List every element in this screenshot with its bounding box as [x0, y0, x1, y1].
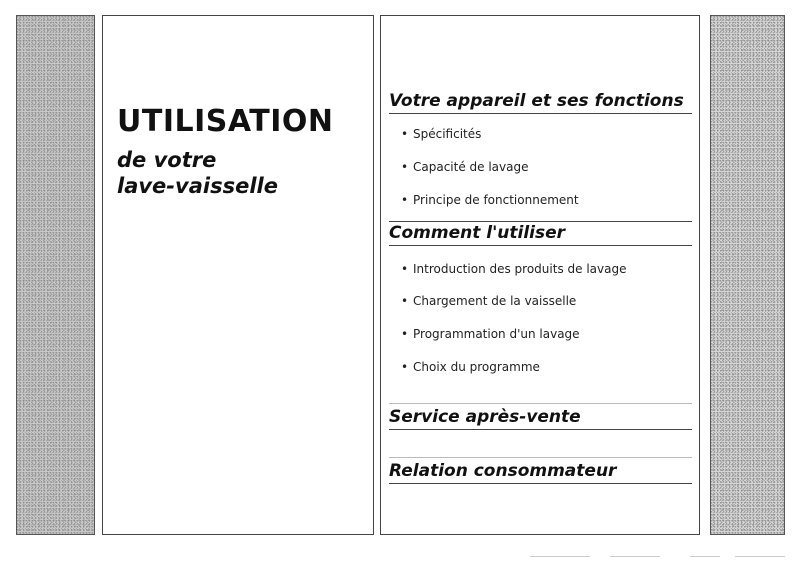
toc-item-programmation: [401, 327, 580, 341]
divider: [389, 403, 692, 404]
bullet-icon: •: [401, 294, 409, 308]
toc-item-choix: [401, 360, 540, 374]
toc-item-label: Chargement de la vaisselle: [413, 294, 577, 308]
section-heading-utiliser: Comment l'utiliser: [389, 221, 692, 246]
scan-artifact: [690, 556, 720, 557]
scan-artifact: [610, 556, 660, 557]
subtitle-line-2: lave-vaisselle: [117, 174, 278, 198]
page-title: UTILISATION: [117, 104, 334, 139]
toc-item-label: Capacité de lavage: [413, 160, 529, 174]
toc-item-principe: [401, 193, 579, 207]
toc-item-label: Choix du programme: [413, 360, 540, 374]
toc-item-capacite: [401, 160, 529, 174]
bullet-icon: •: [401, 193, 409, 207]
toc-item-label: Spécificités: [413, 127, 482, 141]
right-stippled-panel: [710, 15, 785, 535]
title-page: [102, 15, 374, 535]
subtitle-line-1: de votre: [117, 148, 217, 172]
scan-artifact: [735, 556, 785, 557]
table-of-contents-page: [380, 15, 700, 535]
bullet-icon: •: [401, 160, 409, 174]
bullet-icon: •: [401, 262, 409, 276]
bullet-icon: •: [401, 127, 409, 141]
bullet-icon: •: [401, 327, 409, 341]
scan-artifact: [530, 556, 590, 557]
section-heading-appareil: Votre appareil et ses fonctions: [389, 91, 692, 114]
divider: [389, 457, 692, 458]
toc-item-label: Programmation d'un lavage: [413, 327, 580, 341]
toc-item-specificites: [401, 127, 481, 141]
bullet-icon: •: [401, 360, 409, 374]
toc-item-chargement: [401, 294, 576, 308]
section-heading-service: Service après-vente: [389, 407, 692, 430]
toc-item-introduction: [401, 262, 626, 276]
section-heading-relation: Relation consommateur: [389, 461, 692, 484]
left-stippled-panel: [16, 15, 95, 535]
toc-item-label: Principe de fonctionnement: [413, 193, 579, 207]
toc-item-label: Introduction des produits de lavage: [413, 262, 627, 276]
